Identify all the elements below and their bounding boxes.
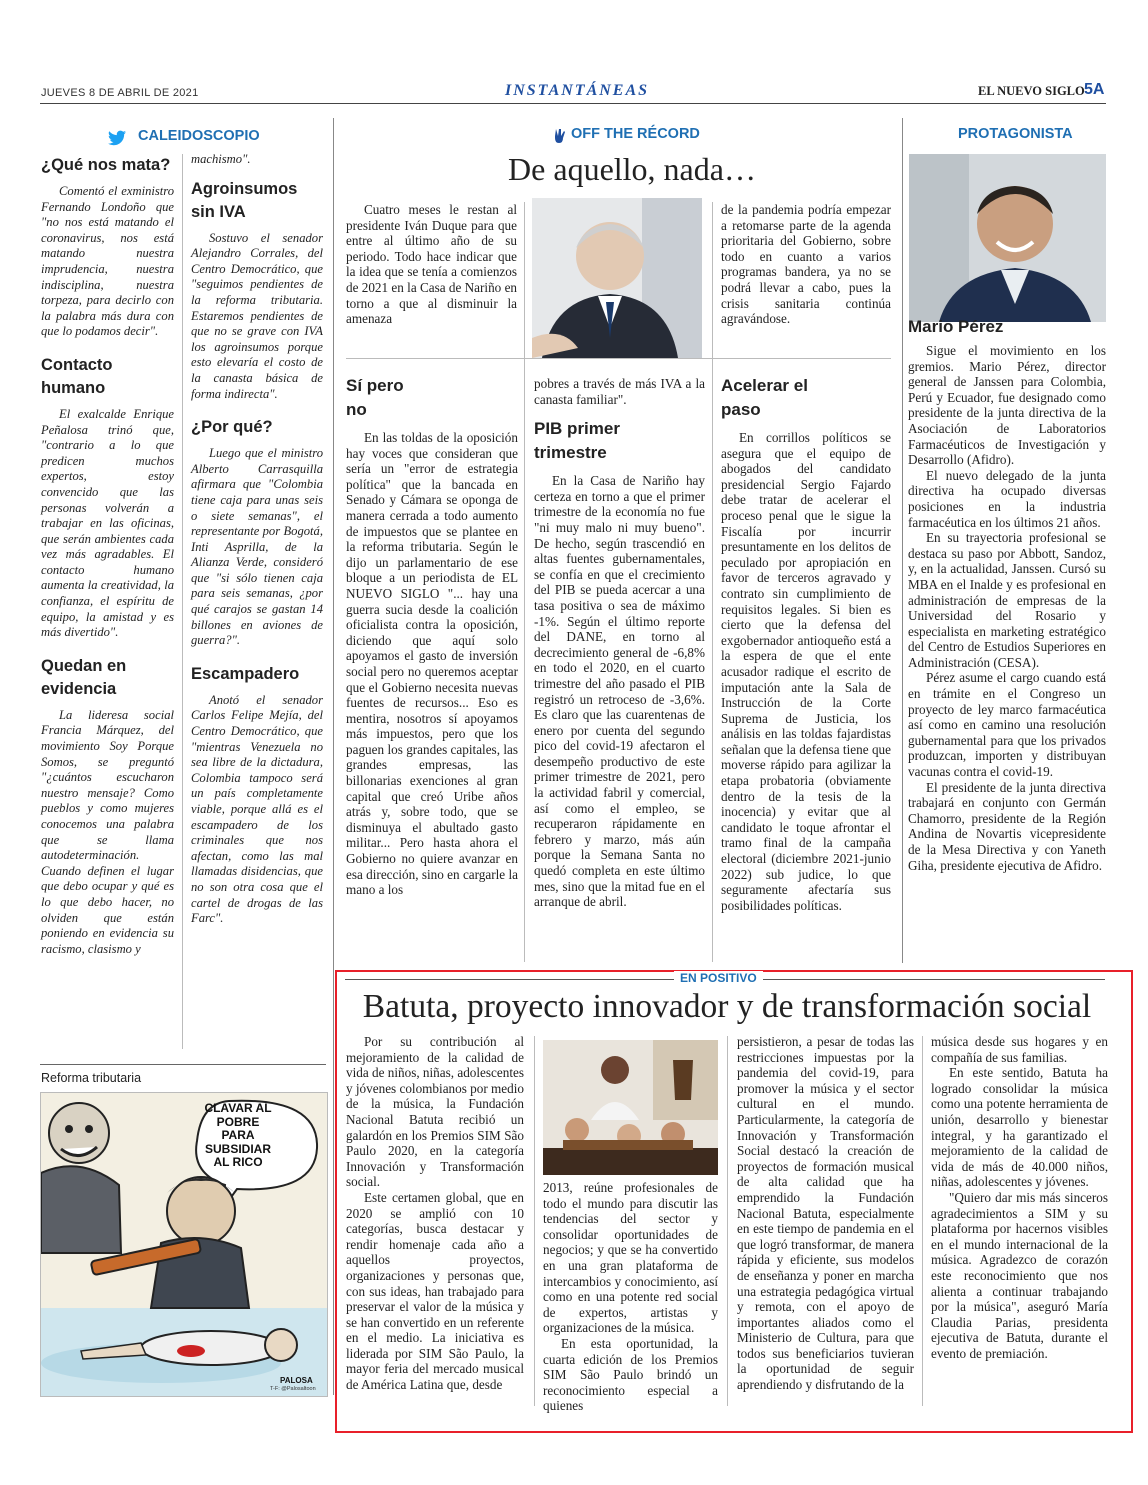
enpositivo-col4: música desde sus hogares y en compañía de sus familias. En este sentido, Batuta ha logrado consolidar la música como una potente herramienta de unión, desarrollo y bienestar integral, y ha garantizado el mejoramiento de la calidad de vida de más de 40.000 niños, niñas, adolescentes y jóvenes. "Quiero dar mis más sinceros agradecimientos a SIM y su plataforma por hacernos visibles en el mundo internacional de la música. Agradezco de corazón este reconocimiento que nos alienta a continuar trabajando por la música", aseguró María Claudia Parias, presidenta ejecutiva de Batuta, durante el evento de premiación. xyxy=(931,1034,1108,1361)
hand-peace-icon xyxy=(553,128,567,144)
column-rule xyxy=(727,1036,728,1406)
cartoon-signature: PALOSA xyxy=(280,1376,313,1385)
caleidoscopio-col2 xyxy=(191,152,323,927)
item-text: machismo". xyxy=(191,152,251,166)
section-title: INSTANTÁNEAS xyxy=(505,82,650,99)
enpositivo-col2: 2013, reúne profesionales de todo el mundo para discutir las tendencias del sector y consolidar oportunidades de negocios; y que se ha convertido en una gran plataforma de intercambios y conocimiento, así como en una potente red social de expertos, artistas y organizaciones de la música. En esta oportunidad, la cuarta edición de los Premios SIM São Paulo brindó un reconocimiento especial a quienes xyxy=(543,1180,718,1414)
cartoon-caption: Reforma tributaria xyxy=(41,1071,142,1085)
duque-photo xyxy=(532,198,702,358)
cartoon-image xyxy=(40,1092,328,1397)
mario-perez-photo xyxy=(909,154,1106,322)
item-text: En la Casa de Nariño hay certeza en torno a que el primer trimestre de la economía no fue "ni muy malo ni muy bueno". De hecho, según trascendió en altas fuentes gubernamentales, se confía en que el crecimiento del PIB se pueda acercar a una tasa positiva o sea de máximo -1%. Según el último reporte del DANE, en torno al decrecimiento general de -6,8% en todo el 2020, en el cuarto trimestre del año pasado el PIB registró un retroceso de -3,6%. Es claro que las cuarentenas de enero por cuenta del segundo pico del covid-19 afectaron el desempeño productivo de este primer trimestre de 2021, pero la actividad fabril y comercial, así como el empleo, se recuperaron rápidamente en febrero y marzo, más aún porque la Semana Santa no quedó completa en este último mes, sino que la mitad fue en el arranque de abril. xyxy=(534,473,705,910)
protagonista-label: PROTAGONISTA xyxy=(958,126,1073,142)
masthead: EL NUEVO SIGLO xyxy=(978,84,1085,98)
item-text: En corrillos políticos se asegura que el equipo de abogados del candidato presidencial Sergio Fajardo debe tratar de acelerar el proceso penal que le sigue la Fiscalía por incurrir presuntamente en los delitos de peculado por apropiación en favor de terceros agravado y contrato sin cumplimiento de requisitos legales. Si bien es cierto que la defensa del exgobernador antioqueño está a la espera de que el ente acusador radique el escrito de imputación ante la Sala de Instrucción de la Corte Suprema de Justicia, los análisis en las toldas fajardistas señalan que la defensa tiene que moverse rápido para agilizar la etapa probatoria (obviamente dentro de la tesis de la inocencia) y evitar que al candidato le toque afrontar el tramo final de la campaña electoral (diciembre 2021-junio 2022) sub judice, lo que seguramente afectaría sus posibilidades políticas. xyxy=(721,430,891,913)
item-title: Escampadero xyxy=(191,664,300,683)
protagonista-name: Mario Pérez xyxy=(908,317,1004,336)
enpositivo-label: EN POSITIVO xyxy=(674,971,763,985)
header-rule xyxy=(40,103,1106,104)
section-rule xyxy=(902,118,903,963)
offrecord-col-b xyxy=(534,376,705,910)
item-title: ¿Qué nos mata? xyxy=(41,156,171,174)
caleidoscopio-col1 xyxy=(41,154,174,957)
item-title: Sí pero no xyxy=(346,376,404,419)
item-title: PIB primer trimestre xyxy=(534,419,620,463)
caleidoscopio-section xyxy=(40,112,326,1062)
enpositivo-headline: Batuta, proyecto innovador y de transformación social xyxy=(362,988,1092,1025)
item-title: Contacto humano xyxy=(41,355,113,397)
section-rule xyxy=(333,118,334,1395)
item-text: pobres a través de más IVA a la canasta familiar". xyxy=(534,376,705,407)
item-text: La lideresa social Francia Márquez, del movimiento Soy Porque Somos, se preguntó "¿cuántos escucharon nuestro mensaje? Como pueblos y como mujeres conocemos una palabra que se llama autodeterminación. Cuando definen el lugar que debo ocupar y qué es lo que debo hacer, no olviden que están poniendo en evidencia su racismo, clasismo y xyxy=(41,707,174,956)
batuta-photo xyxy=(543,1040,718,1175)
offrecord-col-c xyxy=(721,374,891,913)
enpositivo-col1: Por su contribución al mejoramiento de la calidad de vida de niños, niñas, adolescentes y jóvenes colombianos por medio de la música, la Fundación Nacional Batuta recibió un galardón en los Premios SIM São Paulo 2020, en la categoría Innovación y Transformación social. Este certamen global, que en 2020 se amplió con 10 categorías, busca destacar y rendir homenaje cada año a aquellos proyectos, organizaciones y personas que, con sus ideas, han trabajado para preservar el valor de la música y se han convertido en un referente en el medio. La iniciativa es liderada por SIM São Paulo, la mayor feria del mercado musical de América Latina que, desde xyxy=(346,1034,524,1393)
offrecord-intro-b: de la pandemia podría empezar a retomarse parte de la agenda prioritaria del Gobierno, sobre todo en cuanto a varios programas bandera, ya no se podrá llevar a cabo, pues la crisis sanitaria continúa agravándose. xyxy=(721,202,891,327)
column-rule xyxy=(524,202,525,962)
column-rule xyxy=(712,202,713,962)
caleidoscopio-label: CALEIDOSCOPIO xyxy=(138,128,260,144)
intro-rule xyxy=(346,358,891,359)
item-title: Quedan en evidencia xyxy=(41,656,127,698)
item-text: El exalcalde Enrique Peñalosa trinó que, "contrario a lo que predicen muchos expertos, estoy convencido que las personas volverán a trabajar en las oficinas, que serán ambientes cada vez más agradables. El contacto humano aumenta la creatividad, la confianza, el espíritu de equipo, la amistad y es más divertido". xyxy=(41,406,174,640)
item-title: Acelerar el paso xyxy=(721,376,808,419)
column-rule xyxy=(922,1036,923,1406)
offrecord-section xyxy=(340,112,896,962)
header-date: JUEVES 8 DE ABRIL DE 2021 xyxy=(41,87,199,99)
column-rule xyxy=(182,154,183,1049)
item-title: Agroinsumos sin IVA xyxy=(191,179,298,221)
cartoon-credit: T-F: @Palosaltoon xyxy=(270,1386,316,1392)
offrecord-col-a xyxy=(346,374,518,898)
item-text: Anotó el senador Carlos Felipe Mejía, del Centro Democrático, que "mientras Venezuela no sea libre de la dictadura, Colombia tampoco será un país completamente viable, porque allá es el escampadero de los criminales que nos afectan, como las mal llamadas disidencias, que no son otra cosa que el cartel de drogas de las Farc". xyxy=(191,692,323,926)
enpositivo-col3: persistieron, a pesar de todas las restricciones impuestas por la pandemia del covid-19, para promover la música y el sector cultural en el mundo. Particularmente, la categoría de Innovación y Transformación Social destacó la creación de proyectos de formación musical de alta calidad que ha emprendido la Fundación Nacional Batuta, especialmente en este tiempo de pandemia en el que logró transformar, de manera rápida y eficiente, sus modelos de enseñanza y poner en marcha una estrategia pedagógica virtual y remota, con el apoyo de importantes aliados como el Ministerio de Cultura, para que todos sus beneficiarios tuvieran la oportunidad de seguir aprendiendo y disfrutando de la xyxy=(737,1034,914,1393)
cartoon-bubble-text: CLAVAR AL POBRE PARA SUBSIDIAR AL RICO xyxy=(204,1101,272,1169)
offrecord-headline: De aquello, nada… xyxy=(508,151,756,187)
column-rule xyxy=(534,1036,535,1406)
twitter-bird-icon xyxy=(108,130,126,150)
offrecord-intro-a: Cuatro meses le restan al presidente Iván Duque para que entre al último año de su periodo. Todo hace indicar que la idea que se tenía a comienzos de 2021 en la Casa de Nariño en torno a que al disminuir la amenaza xyxy=(346,202,518,327)
page-number: 5A xyxy=(1084,81,1105,98)
item-text: Sostuvo el senador Alejandro Corrales, del Centro Democrático, que "seguimos pendientes de la reforma tributaria. Estaremos pendientes de que no se grave con IVA los agroinsumos porque esto elevaría el costo de la canasta básica de forma indirecta". xyxy=(191,230,323,401)
protagonista-text: Sigue el movimiento en los gremios. Mario Pérez, director general de Janssen para Colombia, Perú y Ecuador, fue designado como presidente de la junta directiva de la Asociación de Laboratorios Farmacéuticos de Investigación y Desarrollo (Afidro). El nuevo delegado de la junta directiva ha ocupado diversas posiciones en la industria farmacéutica en los últimos 21 años. En su trayectoria profesional se destaca su paso por Abbott, Sandoz, y, en la actualidad, Janssen. Cursó su MBA en el Inalde y es profesional en administración de empresas de la Universidad del Rosario y especialista en marketing estratégico del Centro de Estudios Superiores en Administración (CESA). Pérez asume el cargo cuando está en trámite en el Congreso un proyecto de ley marco farmacéutica así como en camino una resolución gubernamental para que los privados produzcan, importen y distribuyan vacunas contra el covid-19. El presidente de la junta directiva trabajará en conjunto con Germán Chamorro, presidente de la Región Andina de Novartis vicepresidente de la Mesa Directiva y con Yaneth Giha, presidente ejecutiva de Afidro. xyxy=(908,343,1106,873)
item-title: ¿Por qué? xyxy=(191,418,273,437)
item-text: Comentó el exministro Fernando Londoño que "no nos está matando el coronavirus, nos está matando nuestra imprudencia, nuestra indisciplina, nuestra torpeza, para decirlo con la palabra más dura con que lo podamos decir". xyxy=(41,184,174,339)
cartoon-rule xyxy=(40,1064,326,1065)
offrecord-label: OFF THE RÉCORD xyxy=(571,126,700,142)
item-text: Luego que el ministro Alberto Carrasquilla afirmara que "Colombia tiene caja para unas seis o siete semanas", el representante por Bogotá, Inti Asprilla, de la Alianza Verde, consideró que "si sólo tienen caja para seis semanas, ¿por qué carajos se gastan 14 billones en aviones de guerra?". xyxy=(191,446,323,648)
item-text: En las toldas de la oposición hay voces que consideran que sería un "error de estrategia política" que la bancada en Senado y Cámara se oponga de manera cerrada a todo aumento de impuestos que se plantee en la reforma tributaria. Según le dijo un parlamentario de ese bloque a un periodista de EL NUEVO SIGLO "... hay una guerra sucia desde la coalición oficialista contra la oposición, diciendo que aquí solo apoyamos el gasto de inversión social pero no queremos aceptar que el Gobierno necesita nuevas fuentes de recursos... Eso es mentira, nosotros sí apoyamos más impuestos, pero que los paguen los grandes capitales, las grandes empresas, las billonarias exenciones al gran capital que creó Uribe años atrás y, sobre todo, que se disminuya el abultado gasto militar... Pero hasta ahora el Gobierno no quiere avanzar en esa dirección, sino en cargarle la mano a los xyxy=(346,430,518,898)
protagonista-section xyxy=(907,112,1107,962)
